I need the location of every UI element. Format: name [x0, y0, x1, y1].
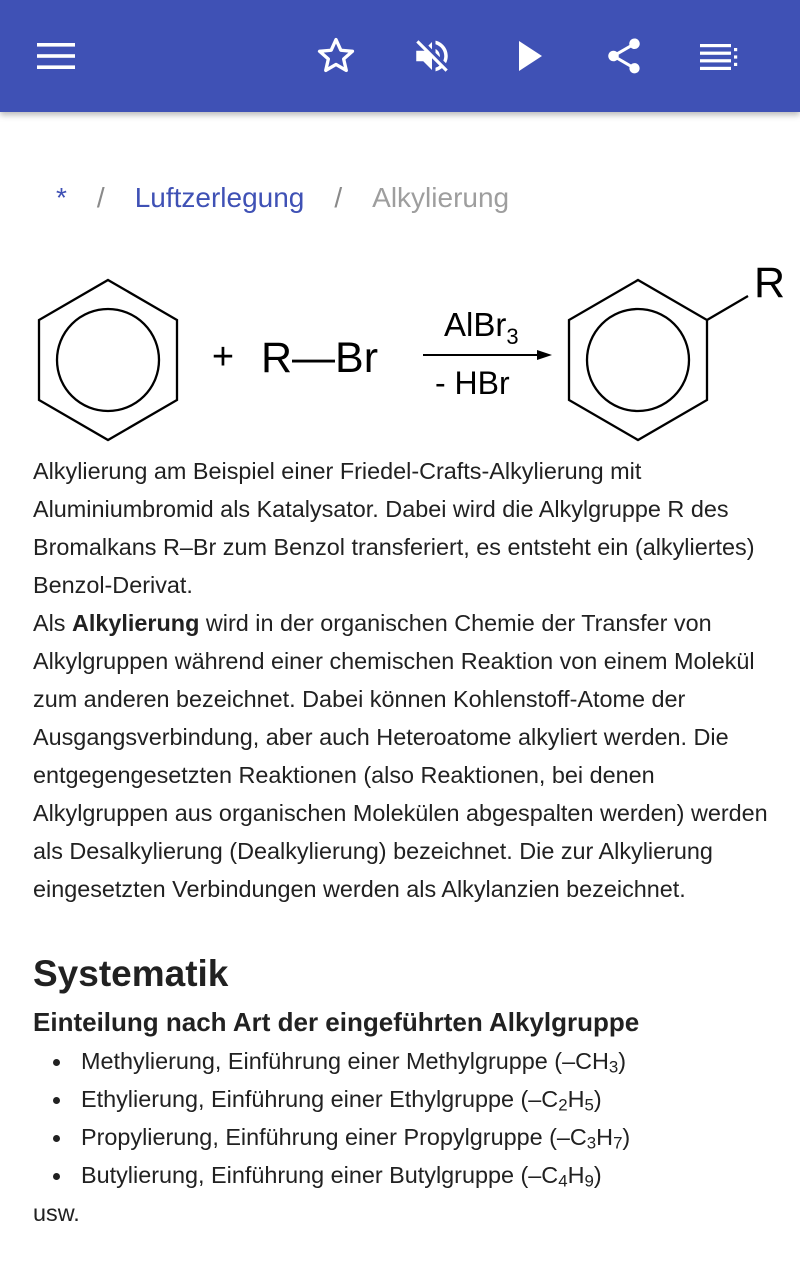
catalyst-label: AlBr$_3$	[444, 306, 519, 349]
aromatic-circle	[587, 309, 689, 411]
breadcrumb	[56, 178, 509, 218]
reaction-scheme	[32, 252, 800, 448]
aromatic-circle	[57, 309, 159, 411]
share-button[interactable]	[594, 26, 654, 86]
list-item: Ethylierung, Einführung einer Ethylgruppe $(-C_2H_5)$	[33, 1080, 773, 1118]
benzene-ring	[39, 280, 177, 440]
breadcrumb-parent-link[interactable]: Luftzerlegung	[134, 182, 305, 213]
intro-term: Alkylierung	[72, 610, 200, 636]
alkyl-group-list	[33, 1042, 773, 1194]
list-item: Propylierung, Einführung einer Propylgruppe $(-C_3H_7)$	[33, 1118, 773, 1156]
arrowhead	[537, 350, 552, 360]
favorite-button[interactable]	[306, 26, 366, 86]
app-bar	[0, 0, 800, 112]
list-item: Methylierung, Einführung einer Methylgruppe $(-CH_3)$	[33, 1042, 773, 1080]
intro-prefix: Als	[33, 610, 72, 636]
breadcrumb-separator: /	[334, 182, 343, 213]
volume-off-icon	[411, 35, 453, 77]
section-subtitle: Einteilung nach Art der eingeführten Alkylgruppe	[33, 1007, 640, 1037]
play-icon	[515, 39, 545, 73]
list-footer: usw.	[33, 1200, 80, 1226]
breadcrumb-home-link[interactable]: *	[56, 182, 67, 213]
byproduct-label: - HBr	[435, 365, 510, 401]
intro-rest: wird in der organischen Chemie der Transfer von Alkylgruppen während einer chemischen Reaktion von einem Molekül zum anderen bezeichnet. Dabei können Kohlenstoff-Atome der Ausgangsverbindung, aber auch Heteroatome alkyliert werden. Die entgegengesetzten Reaktionen (also Reaktionen, bei denen Alkylgruppen aus organischen Molekülen abgespalten werden) werden als Desalkylierung (Dealkylierung) bezeichnet. Die zur Alkylierung eingesetzten Verbindungen werden als Alkylanzien bezeichnet.	[33, 610, 768, 902]
list-item: Butylierung, Einführung einer Butylgruppe $(-C_4H_9)$	[33, 1156, 773, 1194]
menu-icon	[37, 42, 75, 70]
reaction-figure	[32, 252, 800, 448]
star-outline-icon	[315, 35, 357, 77]
playlist-button[interactable]	[690, 26, 750, 86]
article-content	[33, 452, 773, 1232]
breadcrumb-separator: /	[96, 182, 105, 213]
mute-button[interactable]	[402, 26, 462, 86]
plus-sign: +	[211, 336, 235, 378]
reagent-formula: R—Br	[261, 334, 379, 382]
play-button[interactable]	[500, 26, 560, 86]
breadcrumb-current: Alkylierung	[372, 182, 510, 213]
playlist-icon	[700, 42, 740, 70]
menu-button[interactable]	[26, 26, 86, 86]
section-title: Systematik	[33, 953, 229, 994]
figure-caption: Alkylierung am Beispiel einer Friedel-Crafts-Alkylierung mit Aluminiumbromid als Katalysator. Dabei wird die Alkylgruppe R des Bromalkans R–Br zum Benzol transferiert, es entsteht ein (alkyliertes) Benzol-Derivat.	[33, 458, 755, 598]
substituent-bond	[707, 296, 748, 320]
intro-paragraph	[33, 604, 773, 908]
share-icon	[603, 35, 645, 77]
substituent-label: R	[754, 259, 786, 307]
alkylbenzene-ring	[569, 280, 707, 440]
